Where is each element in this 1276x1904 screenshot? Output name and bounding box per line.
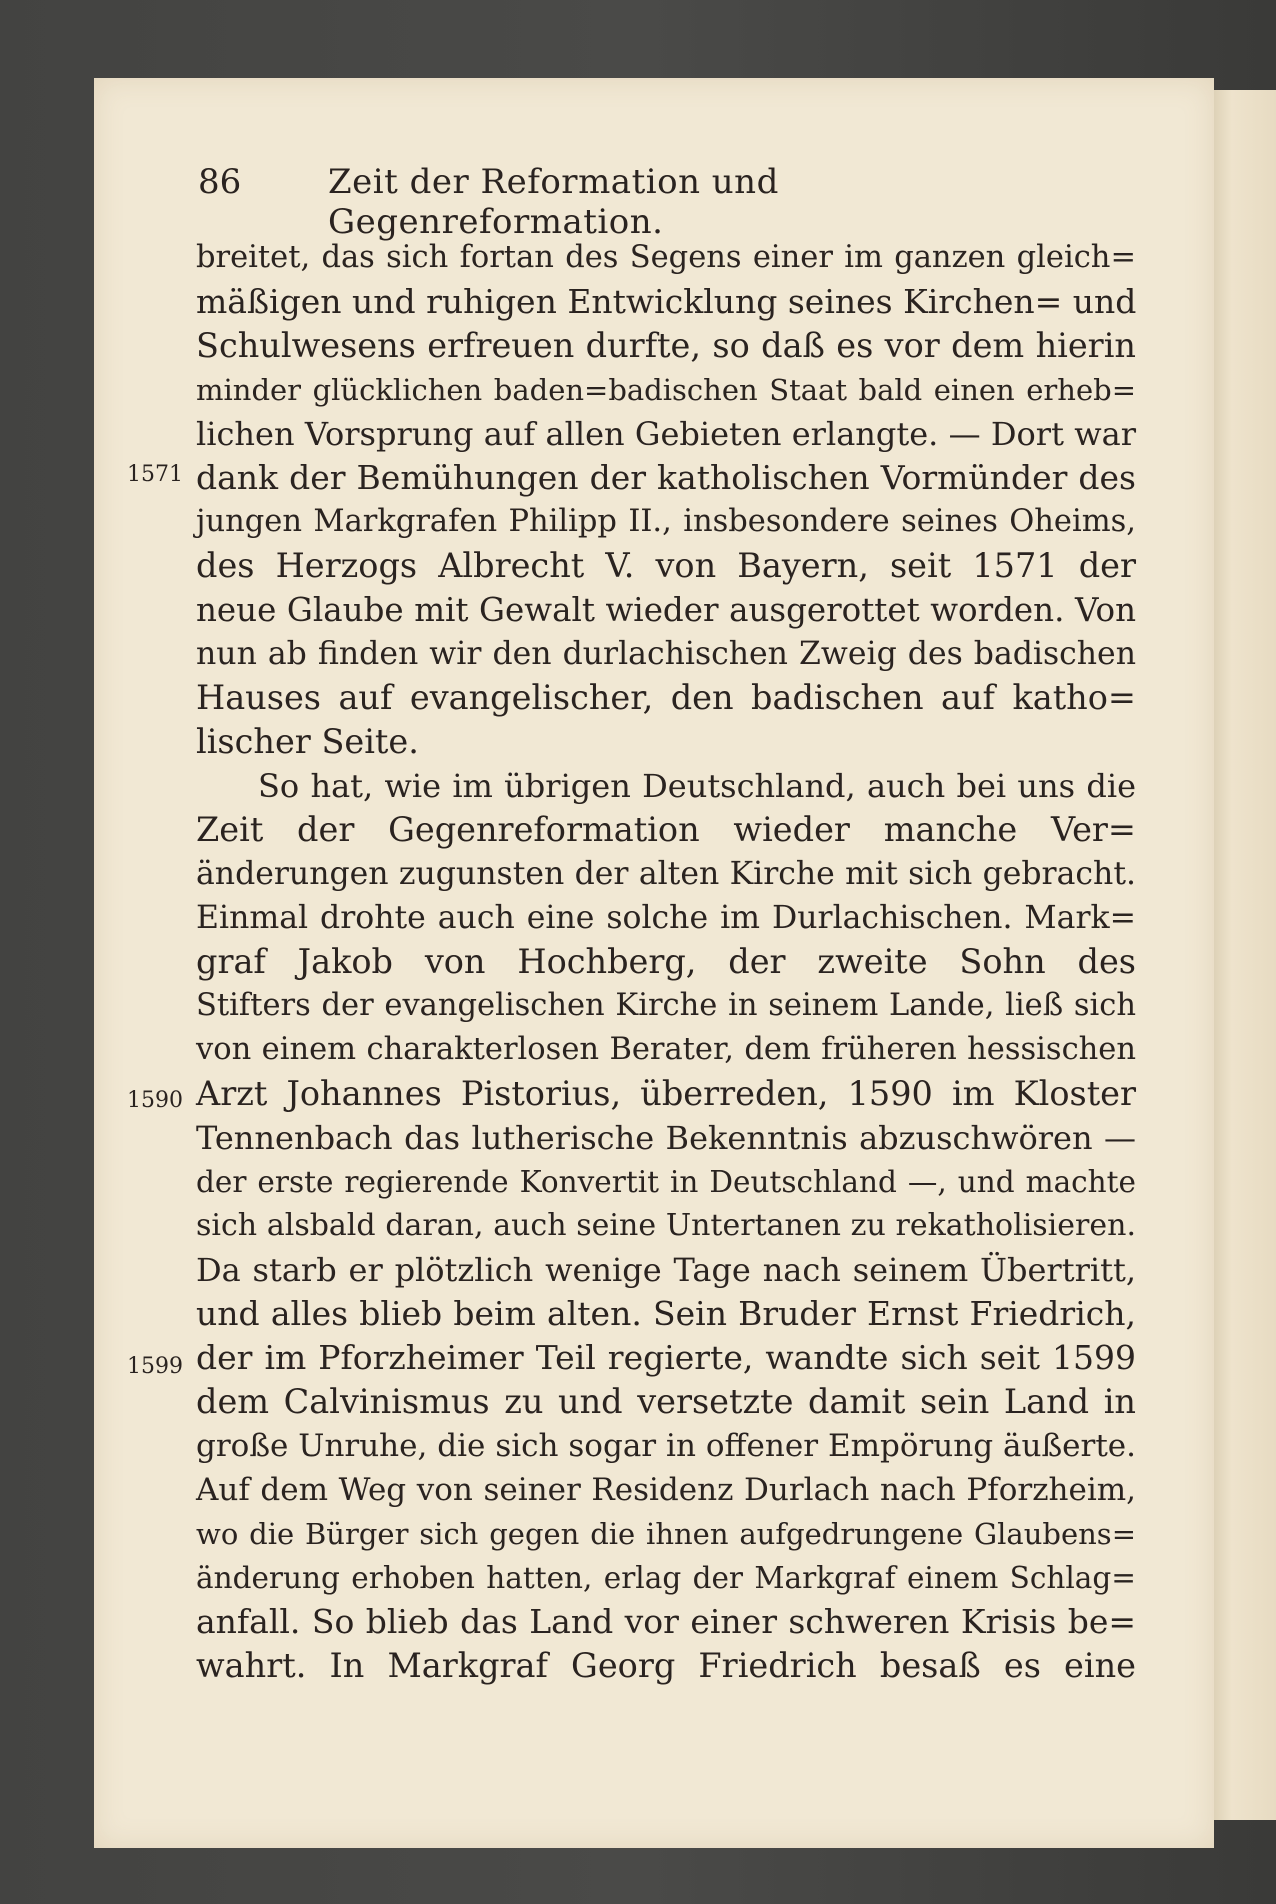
text-line: Zeit der Gegenreformation wieder manche Ver= [196,810,1136,849]
text-line: dank der Bemühungen der katholischen Vormünder des [196,458,1136,497]
text-line: Da starb er plötzlich wenige Tage nach seinem Übertritt, [196,1251,1136,1289]
margin-note-1599: 1599 [127,1354,183,1379]
text-line: dem Calvinismus zu und versetzte damit sein Land in [196,1382,1136,1421]
text-line: Arzt Johannes Pistorius, überreden, 1590 im Kloster [196,1074,1136,1113]
facing-page-edge [1208,90,1276,1820]
text-line: Auf dem Weg von seiner Residenz Durlach nach Pforzheim, [196,1472,1136,1508]
running-head: Zeit der Reformation und Gegenreformation. [328,162,779,242]
text-line: minder glücklichen baden=badischen Staat bald einen erheb= [196,373,1136,407]
text-line: der im Pforzheimer Teil regierte, wandte sich seit 1599 [196,1338,1136,1377]
text-line: sich alsbald daran, auch seine Untertanen zu rekatholisieren. [196,1208,1136,1243]
text-line: wo die Bürger sich gegen die ihnen aufgedrungene Glaubens= [196,1517,1136,1551]
text-line: änderung erhoben hatten, erlag der Markgraf einem Schlag= [196,1561,1136,1595]
text-line: anfall. So blieb das Land vor einer schweren Krisis be= [196,1602,1136,1641]
text-line: änderungen zugunsten der alten Kirche mit sich gebracht. [196,856,1136,892]
text-line: und alles blieb beim alten. Sein Bruder Ernst Friedrich, [196,1294,1136,1333]
text-line: graf Jakob von Hochberg, der zweite Sohn des [196,942,1136,981]
text-line: des Herzogs Albrecht V. von Bayern, seit 1571 der [196,546,1136,585]
page-header [198,162,1018,242]
page-number: 86 [198,162,242,202]
margin-note-1571: 1571 [127,462,183,487]
text-line: lischer Seite. [196,722,419,761]
text-line: wahrt. In Markgraf Georg Friedrich besaß es eine [196,1646,1136,1685]
text-line: der erste regierende Konvertit in Deutschland —, und machte [196,1165,1136,1199]
text-line: von einem charakterlosen Berater, dem früheren hessischen [196,1032,1136,1067]
margin-note-1590: 1590 [127,1088,183,1113]
text-line: große Unruhe, die sich sogar in offener Empörung äußerte. [196,1428,1136,1464]
text-line: nun ab finden wir den durlachischen Zweig des badischen [196,636,1136,672]
text-line: jungen Markgrafen Philipp II., insbesondere seines Oheims, [196,504,1136,539]
text-line: breitet, das sich fortan des Segens einer im ganzen gleich= [196,240,1136,275]
text-line: Einmal drohte auch eine solche im Durlachischen. Mark= [196,900,1136,936]
text-line: mäßigen und ruhigen Entwicklung seines Kirchen= und [196,282,1137,321]
text-line: Hauses auf evangelischer, den badischen auf katho= [196,678,1136,717]
text-line: neue Glaube mit Gewalt wieder ausgerottet worden. Von [196,591,1136,629]
text-line: So hat, wie im übrigen Deutschland, auch bei uns die [258,767,1136,805]
text-line: Schulwesens erfreuen durfte, so daß es vor dem hierin [196,326,1136,365]
text-line: lichen Vorsprung auf allen Gebieten erlangte. — Dort war [196,415,1136,453]
text-line: Tennenbach das lutherische Bekenntnis abzuschwören — [196,1119,1136,1157]
text-line: Stifters der evangelischen Kirche in seinem Lande, ließ sich [196,988,1136,1023]
